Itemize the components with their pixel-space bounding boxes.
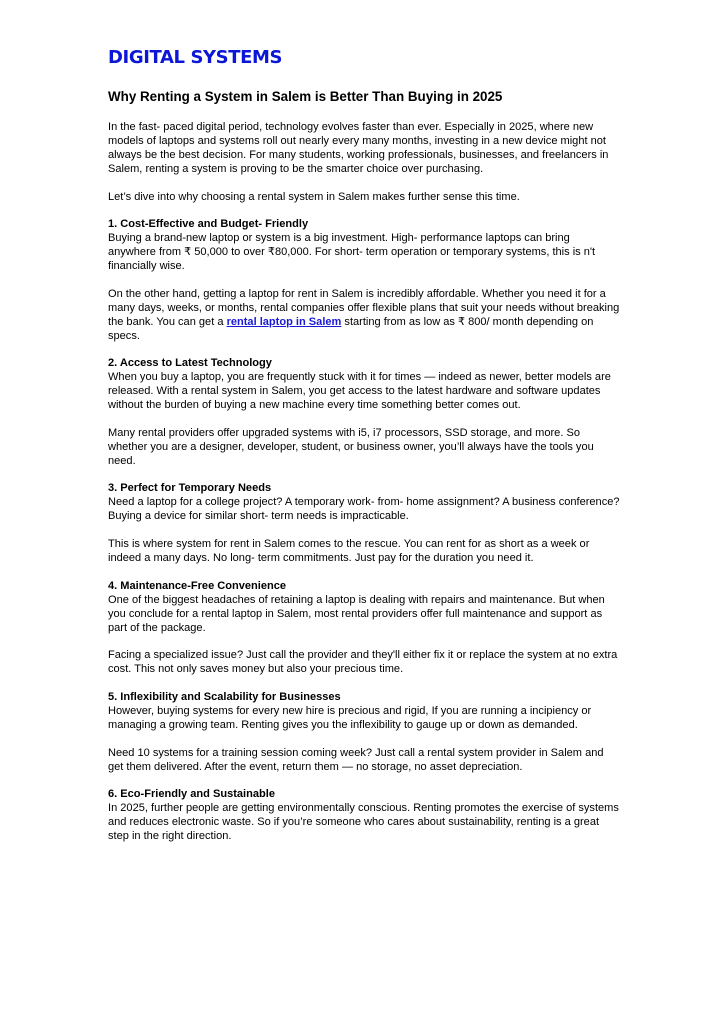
section-paragraph: Facing a specialized issue? Just call the provider and they'll either fix it or replace the system at no extra cost. This not only saves money but also your precious time.: [108, 649, 618, 676]
brand-heading: DIGITAL SYSTEMS: [108, 47, 283, 68]
section-paragraph: When you buy a laptop, you are frequently stuck with it for times — indeed as newer, better models are released. With a rental system in Salem, you get access to the latest hardware and software updates without the burden of buying a new machine every time something better comes out.: [108, 371, 611, 412]
section-heading: 4. Maintenance-Free Convenience: [108, 579, 287, 592]
section-paragraph: Buying a brand-new laptop or system is a big investment. High- performance laptops can bring anywhere from ₹ 50,000 to over ₹80,000. For short- term operation or temporary systems, this is n't financially wise.: [108, 232, 596, 273]
section-heading: 2. Access to Latest Technology: [108, 357, 272, 370]
intro-paragraph: In the fast- paced digital period, technology evolves faster than ever. Especially in 2025, where new models of laptops and systems roll out nearly every many months, investing in a new device might not always be the best decision. For many students, working professionals, businesses, and freelancers in Salem, renting a system is proving to be the smarter choice over purchasing.: [108, 121, 609, 175]
section-heading: 5. Inflexibility and Scalability for Businesses: [108, 691, 341, 703]
section-heading: 3. Perfect for Temporary Needs: [108, 482, 272, 495]
section-paragraph: One of the biggest headaches of retaining a laptop is dealing with repairs and maintenance. But when you conclude for a rental laptop in Salem, most rental providers offer full maintenance and support as part of the package.: [108, 593, 605, 634]
section-paragraph: However, buying systems for every new hire is precious and rigid, If you are running a incipiency or managing a growing team. Renting gives you the inflexibility to gauge up or down as demanded.: [108, 704, 592, 731]
section-paragraph: This is where system for rent in Salem comes to the rescue. You can rent for as short as a week or indeed a many days. No long- term commitments. Just pay for the duration you need it.: [108, 538, 590, 564]
section-paragraph: Need a laptop for a college project? A temporary work- from- home assignment? A business conference? Buying a device for similar short- term needs is impracticable.: [108, 496, 620, 523]
intro-paragraph: Let’s dive into why choosing a rental system in Salem makes further sense this time.: [108, 190, 520, 203]
section-paragraph: Many rental providers offer upgraded systems with i5, i7 processors, SSD storage, and more. So whether you are a designer, developer, student, or business owner, you’ll always have the tools you need.: [108, 426, 594, 467]
section-paragraph: [108, 288, 620, 344]
article-title: Why Renting a System in Salem is Better Than Buying in 2025: [108, 89, 503, 104]
section-heading: 6. Eco-Friendly and Sustainable: [108, 788, 275, 801]
rental-laptop-link[interactable]: rental laptop in Salem: [226, 315, 342, 328]
section-paragraph: Need 10 systems for a training session coming week? Just call a rental system provider in Salem and get them delivered. After the event, return them — no storage, no asset depreciation.: [108, 746, 604, 773]
article-body: [108, 121, 620, 858]
section-paragraph: In 2025, further people are getting environmentally conscious. Renting promotes the exercise of systems and reduces electronic waste. So if you’re someone who cares about sustainability, renting is a great step in the right direction.: [108, 802, 619, 843]
paragraph-text: On the other hand, getting a laptop for rent in Salem is incredibly affordable. Whether you need it for a many days, weeks, or months, rental companies offer flexible plans that suit your needs without breaking the bank. You can get a: [108, 287, 620, 328]
paragraph-text: starting from as low as ₹ 800/ month depending on specs.: [108, 315, 594, 342]
section-heading: 1. Cost-Effective and Budget- Friendly: [108, 218, 309, 231]
